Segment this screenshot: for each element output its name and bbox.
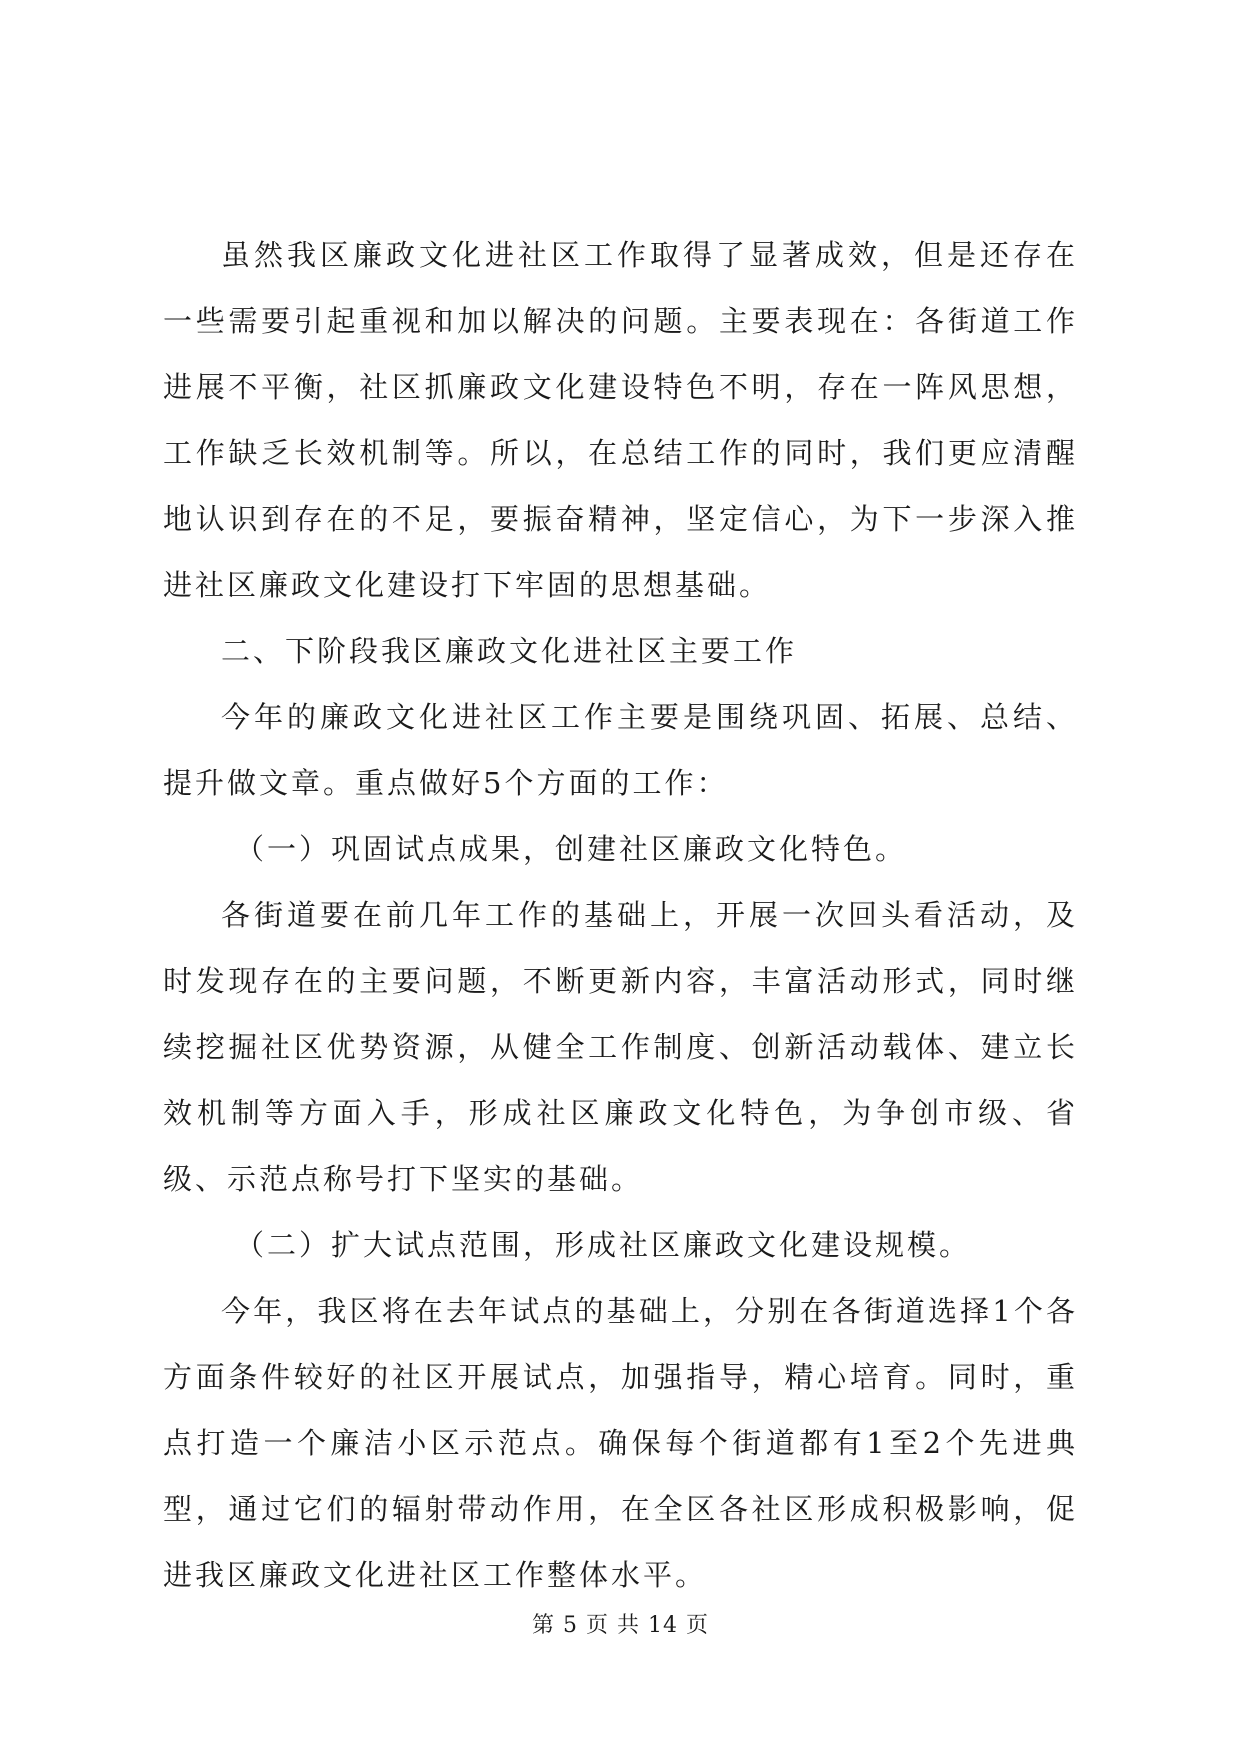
document-body — [163, 222, 1078, 1608]
subheading-2: （二）扩大试点范围，形成社区廉政文化建设规模。 — [235, 1228, 972, 1262]
paragraph-consolidate: 各街道要在前几年工作的基础上，开展一次回头看活动，及时发现存在的主要问题，不断更新内容，丰富活动形式，同时继续挖掘社区优势资源，从健全工作制度、创新活动载体、建立长效机制等方面入手，形成社区廉政文化特色，为争创市级、省级、示范点称号打下坚实的基础。 — [163, 898, 1078, 1196]
paragraph-problems: 虽然我区廉政文化进社区工作取得了显著成效，但是还存在一些需要引起重视和加以解决的问题。主要表现在：各街道工作进展不平衡，社区抓廉政文化建设特色不明，存在一阵风思想，工作缺乏长效机制等。所以，在总结工作的同时，我们更应清醒地认识到存在的不足，要振奋精神，坚定信心，为下一步深入推进社区廉政文化建设打下牢固的思想基础。 — [163, 238, 1078, 602]
page-footer: 第 5 页 共 14 页 — [532, 1613, 709, 1638]
section-heading-2: 二、下阶段我区廉政文化进社区主要工作 — [221, 634, 798, 668]
subheading-1: （一）巩固试点成果，创建社区廉政文化特色。 — [235, 832, 908, 866]
paragraph-overview: 今年的廉政文化进社区工作主要是围绕巩固、拓展、总结、提升做文章。重点做好5个方面的工作： — [163, 700, 1078, 800]
paragraph-expand: 今年，我区将在去年试点的基础上，分别在各街道选择1个各方面条件较好的社区开展试点，加强指导，精心培育。同时，重点打造一个廉洁小区示范点。确保每个街道都有1至2个先进典型，通过它们的辐射带动作用，在全区各社区形成积极影响，促进我区廉政文化进社区工作整体水平。 — [163, 1294, 1078, 1592]
